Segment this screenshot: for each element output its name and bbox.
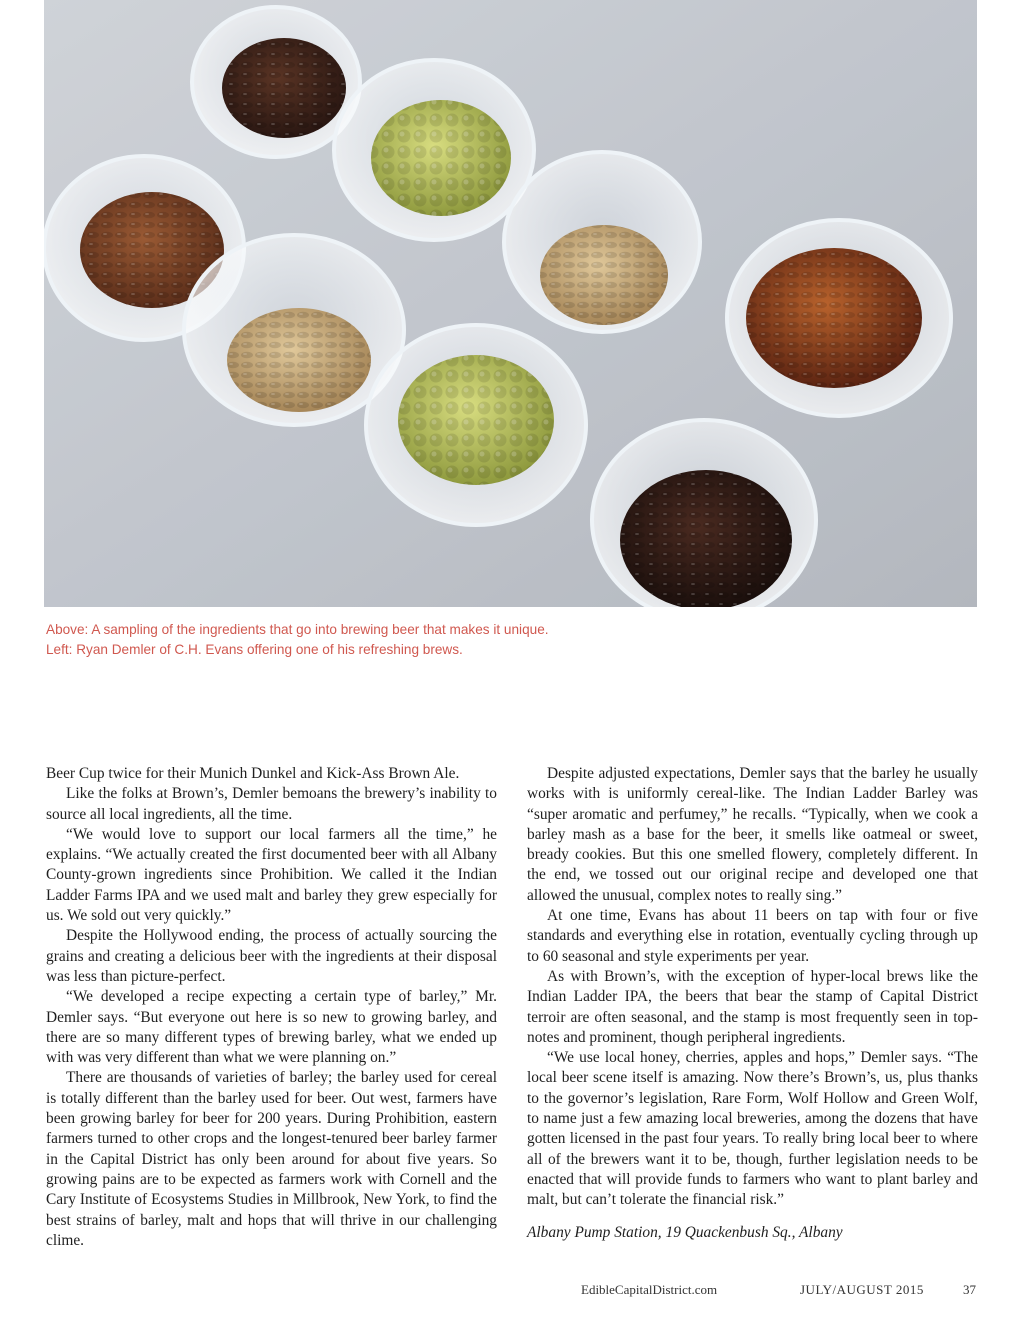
- caption-line-left: Left: Ryan Demler of C.H. Evans offering one of his refreshing brews.: [46, 642, 463, 657]
- page-footer: [0, 1282, 1024, 1302]
- paragraph: At one time, Evans has about 11 beers on tap with four or five standards and everything else in rotation, eventually cycling through up to 60 seasonal and style experiments per year.: [527, 907, 978, 965]
- footer-issue-date: JULY/AUGUST 2015: [800, 1282, 924, 1297]
- article-column-left: [46, 764, 497, 1251]
- page-number: 37: [963, 1282, 976, 1297]
- paragraph: “We developed a recipe expecting a certain type of barley,” Mr. Demler says. “But everyone out here is so new to growing barley, and there are so many different types of brewing barley, what we ended up with was very different than what we were planning on.”: [46, 988, 497, 1067]
- business-address: Albany Pump Station, 19 Quackenbush Sq., Albany: [527, 1223, 843, 1241]
- paragraph: “We would love to support our local farmers all the time,” he explains. “We actually created the first documented beer with all Albany County-grown ingredients since Prohibition. We called it the Indian Ladder Farms IPA and we used malt and barley they grew especially for us. We sold out very quickly.”: [46, 825, 497, 925]
- caption-line-above: Above: A sampling of the ingredients that go into brewing beer that makes it unique.: [46, 622, 549, 637]
- paragraph: Like the folks at Brown’s, Demler bemoans the brewery’s inability to source all local ingredients, all the time.: [46, 785, 497, 823]
- article-column-right: [527, 764, 978, 1243]
- brewing-ingredients-photo: [44, 0, 977, 607]
- paragraph: Despite the Hollywood ending, the process of actually sourcing the grains and creating a delicious beer with the ingredients at their disposal was less than picture-perfect.: [46, 927, 497, 985]
- paragraph: “We use local honey, cherries, apples and hops,” Demler says. “The local beer scene itself is amazing. Now there’s Brown’s, us, plus thanks to the governor’s legislation, Rare Form, Wolf Hollow and Green Wolf, to name just a few amazing local breweries, among the dozens that have gotten licensed in the past four years. To really bring local beer to where all of the brewers want it to be, though, further legislation needs to be enacted that will provide funds to farmers who want to plant barley and malt, but can’t tolerate the financial risk.”: [527, 1049, 978, 1209]
- photo-caption: [46, 620, 746, 660]
- paragraph: As with Brown’s, with the exception of hyper-local brews like the Indian Ladder IPA, the beers that bear the stamp of Capital District terroir are often seasonal, and the stamp is most frequently seen in top-notes and prominent, though peripheral ingredients.: [527, 967, 978, 1046]
- paragraph: Beer Cup twice for their Munich Dunkel and Kick-Ass Brown Ale.: [46, 765, 460, 782]
- paragraph: Despite adjusted expectations, Demler says that the barley he usually works with is uniformly cereal-like. The Indian Ladder Barley was “super aromatic and perfumey,” he recalls. “Typically, when we cook a barley mash as a base for the beer, it smells like oatmeal or sweet, bready cookies. But this one smelled flowery, completely different. In the end, we tossed out our original recipe and developed one that allowed the unusual, complex notes to really sing.”: [527, 765, 978, 904]
- paragraph: There are thousands of varieties of barley; the barley used for cereal is totally different than the barley used for beer. Out west, farmers have been growing barley for beer for 200 years. During Prohibition, eastern farmers turned to other crops and the longest-tenured beer barley farmer in the Capital District has only been around for about five years. So growing pains are to be expected as farmers work with Cornell and the Cary Institute of Ecosystems Studies in Millbrook, New York, to find the best strains of barley, malt and hops that will thrive in our challenging clime.: [46, 1069, 497, 1249]
- footer-website: EdibleCapitalDistrict.com: [581, 1282, 718, 1297]
